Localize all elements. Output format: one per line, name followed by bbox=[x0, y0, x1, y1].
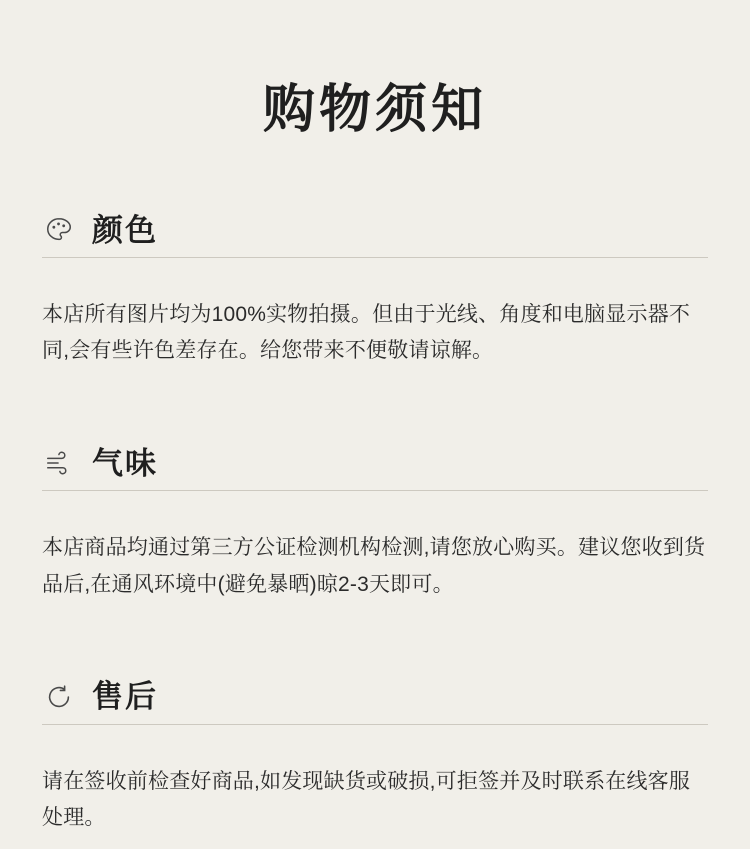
section-color-divider bbox=[42, 257, 708, 258]
section-smell-divider bbox=[42, 490, 708, 491]
section-service-title: 售后 bbox=[92, 679, 158, 715]
section-service-header bbox=[42, 680, 708, 724]
section-smell-title: 气味 bbox=[92, 445, 158, 481]
section-smell bbox=[42, 390, 708, 602]
section-color-body: 本店所有图片均为100%实物拍摄。但由于光线、角度和电脑显示器不同,会有些许色差存在。给您带来不便敬请谅解。 bbox=[42, 303, 691, 363]
page-title: 购物须知 bbox=[262, 81, 487, 139]
section-smell-body: 本店商品均通过第三方公证检测机构检测,请您放心购买。建议您收到货品后,在通风环境中(避免暴晒)晾2-3天即可。 bbox=[42, 536, 706, 596]
refresh-circle-icon bbox=[42, 680, 76, 714]
section-smell-header bbox=[42, 446, 708, 490]
section-service bbox=[42, 624, 708, 836]
section-service-divider bbox=[42, 724, 708, 725]
wind-icon bbox=[42, 446, 76, 480]
section-color-header bbox=[42, 213, 708, 257]
section-color bbox=[42, 139, 708, 369]
palette-icon bbox=[42, 213, 76, 247]
section-service-body: 请在签收前检查好商品,如发现缺货或破损,可拒签并及时联系在线客服处理。 bbox=[42, 769, 691, 829]
section-color-title: 颜色 bbox=[92, 212, 158, 248]
